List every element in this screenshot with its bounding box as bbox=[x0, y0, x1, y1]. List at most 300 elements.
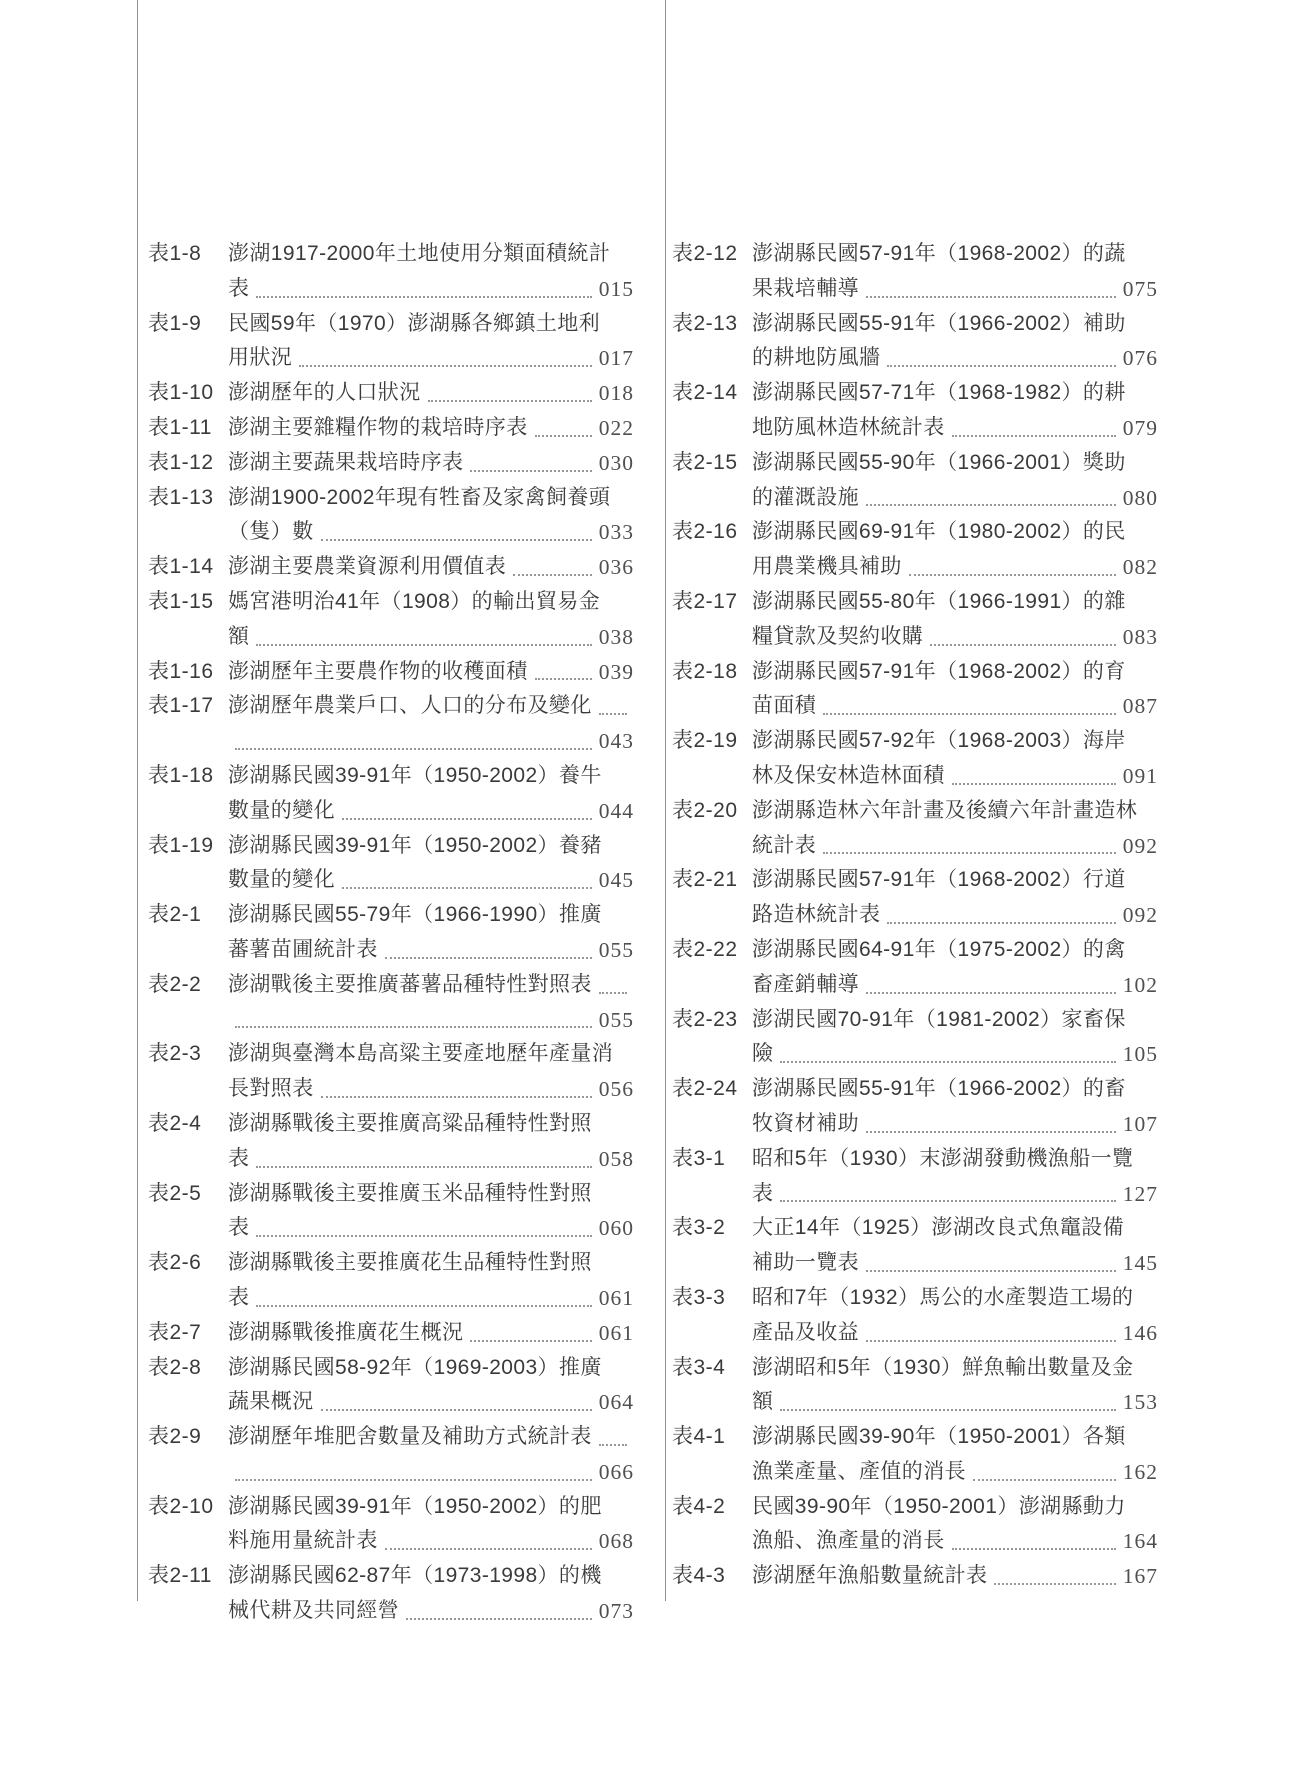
toc-entry-content bbox=[228, 863, 634, 898]
toc-entry-row bbox=[148, 1107, 634, 1142]
page-number: 061 bbox=[598, 1285, 634, 1310]
toc-entry-content bbox=[228, 620, 634, 655]
toc-entry-content bbox=[228, 1524, 634, 1559]
dot-leader bbox=[599, 713, 627, 715]
dot-leader bbox=[256, 644, 591, 646]
page-number: 030 bbox=[598, 450, 634, 475]
toc-entry-label bbox=[672, 1524, 752, 1559]
toc-continuation-row bbox=[672, 1107, 1158, 1142]
toc-entry-label: 表3-2 bbox=[672, 1216, 726, 1240]
toc-entry-text: 大正14年（1925）澎湖改良式魚竈設備 bbox=[752, 1216, 1125, 1240]
toc-entry-text: 澎湖縣民國57-91年（1968-2002）行道 bbox=[752, 868, 1126, 892]
toc-entry-row bbox=[148, 376, 634, 411]
toc-entry-text: 用狀況 bbox=[228, 346, 293, 370]
page-number: 043 bbox=[598, 729, 634, 754]
dot-leader bbox=[235, 1026, 592, 1028]
dot-leader bbox=[535, 435, 592, 437]
toc-entry-text: 澎湖歷年農業戶口、人口的分布及變化 bbox=[228, 694, 592, 718]
toc-entry-label: 表1-16 bbox=[148, 659, 214, 683]
toc-entry-text: 澎湖民國70-91年（1981-2002）家畜保 bbox=[752, 1007, 1126, 1031]
toc-entry-content bbox=[228, 481, 634, 516]
toc-continuation-row bbox=[672, 689, 1158, 724]
toc-continuation-row bbox=[672, 898, 1158, 933]
toc-entry-label: 表2-2 bbox=[148, 972, 202, 996]
toc-entry-text: 澎湖縣民國55-91年（1966-2002）的畜 bbox=[752, 1077, 1126, 1101]
toc-entry-label: 表2-9 bbox=[148, 1425, 202, 1449]
page-number: 045 bbox=[598, 868, 634, 893]
page-number: 080 bbox=[1122, 485, 1158, 510]
toc-entry-content bbox=[752, 307, 1158, 342]
toc-entry-text: 澎湖昭和5年（1930）鮮魚輸出數量及金 bbox=[752, 1355, 1134, 1379]
toc-continuation-row bbox=[148, 1385, 634, 1420]
toc-entry-text: 澎湖歷年堆肥舍數量及補助方式統計表 bbox=[228, 1425, 592, 1449]
dot-leader bbox=[406, 1618, 592, 1620]
page-number: 105 bbox=[1122, 1042, 1158, 1067]
dot-leader bbox=[866, 1270, 1116, 1272]
page-number: 068 bbox=[598, 1529, 634, 1554]
page-number: 066 bbox=[598, 1459, 634, 1484]
toc-entry-row bbox=[148, 1490, 634, 1525]
toc-entry-content bbox=[752, 933, 1158, 968]
toc-entry-content bbox=[752, 1037, 1158, 1072]
dot-leader bbox=[256, 296, 591, 298]
toc-entry-content bbox=[752, 1420, 1158, 1455]
toc-entry-content bbox=[228, 1107, 634, 1142]
toc-entry-text: 澎湖主要農業資源利用價值表 bbox=[228, 555, 507, 579]
toc-entry-text: 漁業產量、產值的消長 bbox=[752, 1459, 966, 1483]
toc-entry-text: 械代耕及共同經營 bbox=[228, 1599, 400, 1623]
toc-entry-row bbox=[148, 446, 634, 481]
toc-entry-content bbox=[752, 1072, 1158, 1107]
toc-entry-label bbox=[148, 933, 228, 968]
dot-leader bbox=[535, 678, 592, 680]
toc-entry-label bbox=[672, 1107, 752, 1142]
page-number: 091 bbox=[1122, 763, 1158, 788]
toc-entry-label bbox=[672, 620, 752, 655]
toc-entry-content bbox=[752, 794, 1158, 829]
dot-leader bbox=[780, 1061, 1115, 1063]
toc-entry-label: 表2-3 bbox=[148, 1042, 202, 1066]
toc-entry-content bbox=[228, 515, 634, 550]
toc-column-right bbox=[672, 237, 1158, 1594]
toc-entry-label bbox=[672, 968, 752, 1003]
toc-entry-label: 表2-5 bbox=[148, 1181, 202, 1205]
toc-entry-content bbox=[228, 376, 634, 411]
toc-entry-label bbox=[148, 1142, 228, 1177]
toc-entry-label bbox=[672, 1246, 752, 1281]
toc-entry-label bbox=[672, 341, 752, 376]
toc-entry-content bbox=[228, 1490, 634, 1525]
toc-entry-text: 澎湖縣民國62-87年（1973-1998）的機 bbox=[228, 1564, 602, 1588]
toc-continuation-row bbox=[148, 515, 634, 550]
toc-entry-content bbox=[752, 272, 1158, 307]
toc-continuation-row bbox=[148, 1455, 634, 1490]
toc-entry-text: 用農業機具補助 bbox=[752, 555, 902, 579]
toc-entry-content bbox=[752, 689, 1158, 724]
toc-entry-label bbox=[148, 1211, 228, 1246]
dot-leader bbox=[256, 1305, 591, 1307]
toc-entry-content bbox=[228, 585, 634, 620]
page-number: 164 bbox=[1122, 1529, 1158, 1554]
toc-entry-label: 表2-18 bbox=[672, 659, 738, 683]
toc-continuation-row bbox=[148, 794, 634, 829]
toc-entry-content bbox=[228, 689, 634, 724]
toc-entry-content bbox=[228, 933, 634, 968]
toc-entry-text: 澎湖主要蔬果栽培時序表 bbox=[228, 450, 464, 474]
page-number: 058 bbox=[598, 1146, 634, 1171]
toc-entry-label: 表2-11 bbox=[148, 1564, 212, 1588]
dot-leader bbox=[973, 1479, 1116, 1481]
toc-entry-text: 澎湖縣民國58-92年（1969-2003）推廣 bbox=[228, 1355, 602, 1379]
toc-entry-label: 表2-14 bbox=[672, 381, 738, 405]
toc-entry-content bbox=[752, 1003, 1158, 1038]
toc-entry-row bbox=[148, 1316, 634, 1351]
toc-entry-text: 的耕地防風牆 bbox=[752, 346, 881, 370]
toc-entry-content bbox=[228, 237, 634, 272]
toc-entry-label: 表3-3 bbox=[672, 1285, 726, 1309]
toc-entry-label: 表1-19 bbox=[148, 833, 214, 857]
toc-entry-text: 澎湖1900-2002年現有牲畜及家禽飼養頭 bbox=[228, 485, 611, 509]
page-number: 075 bbox=[1122, 276, 1158, 301]
toc-entry-row bbox=[672, 446, 1158, 481]
page-number: 102 bbox=[1122, 972, 1158, 997]
toc-entry-label bbox=[672, 898, 752, 933]
toc-continuation-row bbox=[148, 1281, 634, 1316]
dot-leader bbox=[599, 1444, 627, 1446]
toc-continuation-row bbox=[672, 759, 1158, 794]
toc-entry-text: 昭和7年（1932）馬公的水產製造工場的 bbox=[752, 1285, 1134, 1309]
toc-entry-text: 額 bbox=[228, 624, 250, 648]
toc-entry-row bbox=[148, 550, 634, 585]
toc-entry-row bbox=[672, 1559, 1158, 1594]
toc-entry-row bbox=[148, 1559, 634, 1594]
toc-entry-row bbox=[672, 515, 1158, 550]
toc-continuation-row bbox=[672, 1524, 1158, 1559]
toc-entry-label bbox=[148, 272, 228, 307]
dot-leader bbox=[994, 1583, 1115, 1585]
toc-entry-row bbox=[672, 933, 1158, 968]
toc-entry-text: 漁船、漁產量的消長 bbox=[752, 1529, 945, 1553]
toc-entry-label bbox=[148, 1003, 228, 1038]
toc-entry-label: 表1-12 bbox=[148, 450, 214, 474]
toc-entry-label bbox=[672, 411, 752, 446]
toc-entry-content bbox=[228, 1037, 634, 1072]
toc-entry-content bbox=[752, 1107, 1158, 1142]
toc-entry-label bbox=[148, 1524, 228, 1559]
toc-entry-text: 澎湖主要雜糧作物的栽培時序表 bbox=[228, 415, 528, 439]
toc-entry-label bbox=[672, 1177, 752, 1212]
dot-leader bbox=[385, 1548, 592, 1550]
toc-entry-content bbox=[228, 1281, 634, 1316]
toc-entry-content bbox=[752, 1455, 1158, 1490]
toc-entry-text: 媽宮港明治41年（1908）的輸出貿易金 bbox=[228, 589, 601, 613]
page-number: 087 bbox=[1122, 694, 1158, 719]
toc-entry-row bbox=[148, 968, 634, 1003]
dot-leader bbox=[256, 1166, 591, 1168]
toc-entry-text: 澎湖縣民國57-92年（1968-2003）海岸 bbox=[752, 729, 1126, 753]
toc-entry-label bbox=[148, 863, 228, 898]
toc-entry-text: 澎湖縣民國55-90年（1966-2001）獎助 bbox=[752, 450, 1126, 474]
toc-entry-content bbox=[752, 724, 1158, 759]
toc-entry-text: 昭和5年（1930）末澎湖發動機漁船一覽 bbox=[752, 1146, 1134, 1170]
page-number: 162 bbox=[1122, 1459, 1158, 1484]
toc-entry-text: 長對照表 bbox=[228, 1077, 314, 1101]
toc-entry-text: 澎湖戰後主要推廣蕃薯品種特性對照表 bbox=[228, 972, 592, 996]
toc-continuation-row bbox=[672, 481, 1158, 516]
toc-continuation-row bbox=[148, 724, 634, 759]
toc-entry-text: 澎湖縣戰後主要推廣高粱品種特性對照 bbox=[228, 1111, 592, 1135]
toc-entry-row bbox=[148, 307, 634, 342]
toc-entry-content bbox=[752, 655, 1158, 690]
toc-entry-content bbox=[752, 898, 1158, 933]
toc-entry-row bbox=[672, 1420, 1158, 1455]
dot-leader bbox=[780, 1200, 1115, 1202]
toc-entry-content bbox=[228, 759, 634, 794]
toc-entry-text: 澎湖縣民國69-91年（1980-2002）的民 bbox=[752, 520, 1126, 544]
page-number: 145 bbox=[1122, 1251, 1158, 1276]
toc-entry-content bbox=[752, 237, 1158, 272]
toc-continuation-row bbox=[672, 1316, 1158, 1351]
toc-entry-content bbox=[228, 307, 634, 342]
toc-continuation-row bbox=[148, 1524, 634, 1559]
dot-leader bbox=[342, 818, 592, 820]
toc-entry-label: 表2-24 bbox=[672, 1077, 738, 1101]
dot-leader bbox=[470, 1340, 591, 1342]
toc-entry-text: 澎湖縣民國57-71年（1968-1982）的耕 bbox=[752, 381, 1126, 405]
toc-continuation-row bbox=[148, 1072, 634, 1107]
dot-leader bbox=[513, 574, 592, 576]
toc-entry-label: 表4-2 bbox=[672, 1494, 726, 1518]
toc-entry-text: 料施用量統計表 bbox=[228, 1529, 378, 1553]
toc-entry-content bbox=[752, 759, 1158, 794]
toc-entry-label bbox=[672, 1455, 752, 1490]
toc-entry-content bbox=[752, 341, 1158, 376]
toc-entry-content bbox=[228, 1594, 634, 1629]
page-number: 039 bbox=[598, 659, 634, 684]
toc-entry-label: 表2-10 bbox=[148, 1494, 214, 1518]
dot-leader bbox=[823, 713, 1116, 715]
toc-entry-text: 澎湖歷年的人口狀況 bbox=[228, 381, 421, 405]
toc-entry-text: 糧貸款及契約收購 bbox=[752, 624, 924, 648]
toc-entry-text: 澎湖歷年主要農作物的收穫面積 bbox=[228, 659, 528, 683]
toc-entry-content bbox=[228, 898, 634, 933]
toc-entry-text: 的灌溉設施 bbox=[752, 485, 859, 509]
toc-entry-text: 表 bbox=[752, 1181, 774, 1205]
toc-entry-text: 林及保安林造林面積 bbox=[752, 763, 945, 787]
toc-entry-row bbox=[148, 655, 634, 690]
toc-entry-text: 畜產銷輔導 bbox=[752, 972, 859, 996]
toc-entry-row bbox=[672, 1281, 1158, 1316]
toc-continuation-row bbox=[148, 1594, 634, 1629]
toc-entry-label bbox=[672, 1385, 752, 1420]
toc-continuation-row bbox=[672, 411, 1158, 446]
page-number: 038 bbox=[598, 624, 634, 649]
toc-entry-text: 澎湖縣民國55-79年（1966-1990）推廣 bbox=[228, 903, 602, 927]
toc-entry-content bbox=[228, 1142, 634, 1177]
toc-entry-content bbox=[228, 1559, 634, 1594]
toc-entry-label: 表2-8 bbox=[148, 1355, 202, 1379]
dot-leader bbox=[235, 748, 592, 750]
toc-entry-row bbox=[148, 411, 634, 446]
toc-entry-label bbox=[148, 1594, 228, 1629]
toc-entry-content bbox=[228, 1455, 634, 1490]
toc-continuation-row bbox=[672, 829, 1158, 864]
toc-entry-content bbox=[752, 446, 1158, 481]
toc-entry-row bbox=[672, 376, 1158, 411]
toc-continuation-row bbox=[672, 1385, 1158, 1420]
toc-entry-text: 路造林統計表 bbox=[752, 903, 881, 927]
page-number: 092 bbox=[1122, 833, 1158, 858]
toc-entry-row bbox=[148, 689, 634, 724]
toc-entry-content bbox=[228, 1316, 634, 1351]
toc-entry-content bbox=[752, 550, 1158, 585]
toc-entry-label bbox=[672, 689, 752, 724]
toc-entry-content bbox=[752, 481, 1158, 516]
toc-entry-text: 澎湖1917-2000年土地使用分類面積統計 bbox=[228, 242, 611, 265]
toc-entry-label bbox=[148, 1281, 228, 1316]
toc-entry-label: 表1-10 bbox=[148, 381, 214, 405]
toc-entry-content bbox=[228, 411, 634, 446]
toc-entry-content bbox=[752, 411, 1158, 446]
toc-entry-row bbox=[148, 898, 634, 933]
toc-entry-label: 表2-12 bbox=[672, 242, 738, 265]
page-number: 073 bbox=[598, 1599, 634, 1624]
toc-entry-row bbox=[148, 585, 634, 620]
toc-entry-label bbox=[672, 550, 752, 585]
page-number: 146 bbox=[1122, 1320, 1158, 1345]
toc-entry-label: 表1-15 bbox=[148, 589, 214, 613]
toc-entry-text: 表 bbox=[228, 1285, 250, 1309]
toc-entry-label: 表2-4 bbox=[148, 1111, 202, 1135]
toc-continuation-row bbox=[148, 620, 634, 655]
toc-entry-label bbox=[672, 481, 752, 516]
toc-entry-content bbox=[752, 1246, 1158, 1281]
toc-entry-label: 表3-4 bbox=[672, 1355, 726, 1379]
toc-entry-content bbox=[752, 1385, 1158, 1420]
toc-entry-text: 產品及收益 bbox=[752, 1320, 859, 1344]
dot-leader bbox=[866, 1131, 1116, 1133]
toc-entry-label: 表2-1 bbox=[148, 903, 202, 927]
toc-entry-row bbox=[672, 585, 1158, 620]
column-rule-left bbox=[137, 0, 138, 1601]
toc-entry-label: 表2-23 bbox=[672, 1007, 738, 1031]
toc-continuation-row bbox=[672, 1037, 1158, 1072]
dot-leader bbox=[909, 574, 1116, 576]
toc-entry-row bbox=[672, 1211, 1158, 1246]
toc-entry-text: 澎湖縣民國57-91年（1968-2002）的蔬 bbox=[752, 242, 1126, 265]
page-number: 015 bbox=[598, 276, 634, 301]
toc-entry-content bbox=[228, 655, 634, 690]
toc-entry-text: 表 bbox=[228, 1216, 250, 1240]
toc-entry-label bbox=[148, 1385, 228, 1420]
toc-entry-row bbox=[148, 759, 634, 794]
toc-entry-label: 表2-21 bbox=[672, 868, 738, 892]
toc-entry-label: 表1-18 bbox=[148, 763, 214, 787]
toc-entry-content bbox=[752, 968, 1158, 1003]
toc-entry-text: 險 bbox=[752, 1042, 774, 1066]
toc-entry-label: 表1-8 bbox=[148, 242, 202, 265]
toc-entry-text: 表 bbox=[228, 1146, 250, 1170]
page-number: 082 bbox=[1122, 555, 1158, 580]
toc-entry-row bbox=[148, 481, 634, 516]
toc-entry-content bbox=[228, 1211, 634, 1246]
page-number: 036 bbox=[598, 555, 634, 580]
dot-leader bbox=[385, 957, 592, 959]
page-number: 044 bbox=[598, 798, 634, 823]
toc-continuation-row bbox=[148, 341, 634, 376]
toc-entry-label: 表2-6 bbox=[148, 1251, 202, 1275]
dot-leader bbox=[887, 365, 1115, 367]
toc-entry-text: 額 bbox=[752, 1390, 774, 1414]
toc-continuation-row bbox=[672, 1246, 1158, 1281]
toc-entry-label: 表2-20 bbox=[672, 798, 738, 822]
toc-continuation-row bbox=[148, 1211, 634, 1246]
page-number: 107 bbox=[1122, 1111, 1158, 1136]
toc-entry-label: 表1-9 bbox=[148, 311, 202, 335]
toc-entry-label: 表4-1 bbox=[672, 1425, 726, 1449]
toc-entry-label: 表2-22 bbox=[672, 937, 738, 961]
toc-entry-row bbox=[148, 1037, 634, 1072]
toc-entry-label: 表2-16 bbox=[672, 520, 738, 544]
toc-entry-content bbox=[228, 272, 634, 307]
toc-entry-row bbox=[672, 655, 1158, 690]
toc-entry-content bbox=[752, 1316, 1158, 1351]
toc-entry-content bbox=[752, 376, 1158, 411]
page-number: 033 bbox=[598, 520, 634, 545]
page-number: 167 bbox=[1122, 1564, 1158, 1589]
page-number: 017 bbox=[598, 346, 634, 371]
toc-entry-text: 澎湖縣造林六年計畫及後續六年計畫造林 bbox=[752, 798, 1138, 822]
dot-leader bbox=[256, 1235, 591, 1237]
toc-entry-content bbox=[228, 1351, 634, 1386]
toc-entry-content bbox=[752, 1281, 1158, 1316]
toc-entry-content bbox=[752, 1559, 1158, 1594]
toc-entry-label: 表2-7 bbox=[148, 1320, 202, 1344]
toc-entry-text: 民國59年（1970）澎湖縣各鄉鎮土地利 bbox=[228, 311, 601, 335]
toc-continuation-row bbox=[672, 341, 1158, 376]
toc-entry-content bbox=[752, 829, 1158, 864]
toc-entry-label: 表1-13 bbox=[148, 485, 214, 509]
toc-entry-text: （隻）數 bbox=[228, 520, 314, 544]
toc-entry-content bbox=[228, 724, 634, 759]
toc-entry-content bbox=[228, 1072, 634, 1107]
toc-continuation-row bbox=[148, 1142, 634, 1177]
dot-leader bbox=[321, 539, 592, 541]
page-number: 022 bbox=[598, 415, 634, 440]
toc-entry-label: 表4-3 bbox=[672, 1564, 726, 1588]
dot-leader bbox=[235, 1479, 592, 1481]
page-number: 018 bbox=[598, 381, 634, 406]
page-number: 064 bbox=[598, 1390, 634, 1415]
toc-continuation-row bbox=[672, 620, 1158, 655]
toc-entry-label bbox=[148, 1072, 228, 1107]
dot-leader bbox=[599, 992, 627, 994]
toc-entry-row bbox=[672, 1142, 1158, 1177]
toc-entry-text: 澎湖縣民國39-91年（1950-2002）的肥 bbox=[228, 1494, 602, 1518]
toc-entry-label bbox=[148, 341, 228, 376]
toc-entry-label bbox=[672, 829, 752, 864]
toc-entry-content bbox=[228, 968, 634, 1003]
toc-continuation-row bbox=[148, 272, 634, 307]
toc-entry-text: 澎湖縣民國64-91年（1975-2002）的禽 bbox=[752, 937, 1126, 961]
toc-entry-label: 表2-15 bbox=[672, 450, 738, 474]
toc-entry-text: 澎湖歷年漁船數量統計表 bbox=[752, 1564, 988, 1588]
toc-entry-content bbox=[752, 1142, 1158, 1177]
toc-entry-label: 表2-19 bbox=[672, 729, 738, 753]
toc-entry-content bbox=[228, 829, 634, 864]
toc-continuation-row bbox=[672, 550, 1158, 585]
dot-leader bbox=[321, 1096, 592, 1098]
